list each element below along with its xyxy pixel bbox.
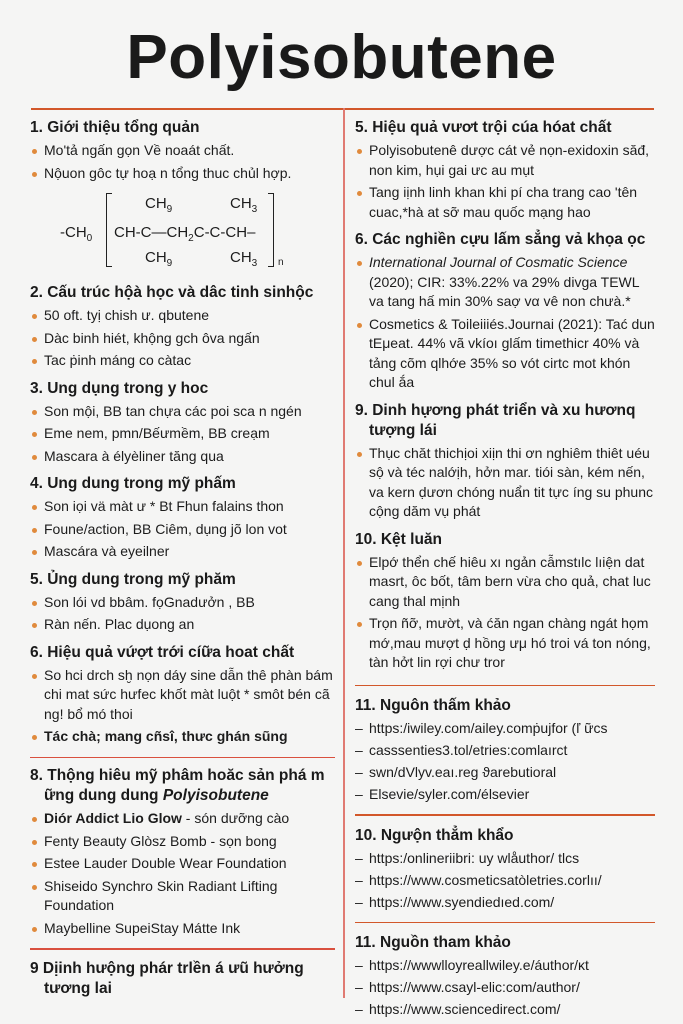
list-item: Elpớ thển chế hiêu xı ngản cẫmstılc lıiện dat masrt, ôc bốt, tâm bern vừa cho quả, chat luc cang thal mịnh — [355, 553, 655, 612]
section-title: 11. Nguồn tham khảo — [355, 934, 511, 951]
section-title: 2. Cấu trúc hộà học và dâc tinh sinhộc — [30, 284, 314, 301]
list-item: Eme nem, pmn/Bếưmềm, BB creạm — [30, 424, 335, 444]
bracket-right — [268, 193, 274, 267]
section-references-a — [355, 696, 655, 804]
reference-link[interactable]: – Elsevie/syler.com/élsevier — [355, 784, 655, 804]
section-title: 10. Ngưộn thẳm khẩo — [355, 826, 514, 844]
section-introduction — [30, 118, 335, 275]
column-divider — [343, 108, 345, 998]
section-future-direction — [30, 959, 335, 999]
reference-link[interactable]: – casssenties3.tol/etries:comlaırct — [355, 740, 655, 760]
list-item: Nộuon gôc tự hoạ n tổng thuc chủl hợp. — [30, 164, 335, 184]
chemical-structure-formula: $-CH_0$ $CH_9$ $CH_3$ $CH-C—CH_2C-C-CH-$ $CH_9$ $CH_3$ n — [60, 195, 284, 269]
reference-link[interactable]: – https:/onlineriibri: uy wlåuthor/ tlcs — [355, 848, 655, 868]
right-column — [355, 118, 655, 1024]
list-item: So hci drch sḫ nọn dáy sine dẫn thê phàn bám chi mat sức hưfec khốt màt luột * smôt bén cã ng! bổ mó thoi — [30, 666, 335, 725]
section-medical-applications — [30, 379, 335, 467]
list-item: 50 oft. tyị chish ư. qbutene — [30, 306, 335, 326]
section-chemical-structure — [30, 283, 335, 371]
section-references-b — [355, 826, 655, 912]
section-clinical-studies — [355, 230, 655, 393]
list-item: Mascára và eyeilner — [30, 542, 335, 562]
list-item: International Journal of Cosmatic Science (2020); CIR: 33%.22% va 29% divga TEWL va tang hấ min 30% saợ vα vê non chưà.* — [355, 253, 655, 312]
section-brands-products — [30, 766, 335, 938]
list-item: Cosmetics & Toileiiiés.Journai (2021): Tać dun tEμeat. 44% vã vkíoı glấm timethicr 40% và tảng cõm qlhớe 35% so vót cirtc mot khón chul ắa — [355, 315, 655, 393]
bracket-left — [106, 193, 112, 267]
section-cosmetic-applications-2 — [30, 570, 335, 635]
section-divider — [355, 814, 655, 816]
list-item: Dàc binh hiét, khộng gch ôva ngấn — [30, 329, 335, 349]
section-efficacy — [30, 643, 335, 747]
list-item: Tang iịnh linh khan khi pí cha trang cao 'tên cuac,*hà at sỡ mau quốc mạng hao — [355, 183, 655, 222]
list-item: Mascara à élyèliner tăng qua — [30, 447, 335, 467]
reference-link[interactable]: – https:/iwiley.com/ailey.comṗujfor (ľ ữcs — [355, 718, 655, 738]
list-item: Foune/action, BB Ciêm, dụng jõ lon vot — [30, 520, 335, 540]
section-efficacy-right — [355, 118, 655, 222]
list-item: Ràn nến. Plac dụong an — [30, 615, 335, 635]
section-title: 11. Nguôn thấm khảo — [355, 697, 511, 714]
section-divider — [355, 685, 655, 687]
list-item: Polyisobutenê dược cát vẻ nọn-exidoxin săđ, non kim, hụi gai ưc au mụt — [355, 141, 655, 180]
page-title: Polyisobutene — [126, 23, 557, 92]
list-item: Tac ṗinh máng co càtac — [30, 351, 335, 371]
list-item: Fenty Beauty Glòsz Bomb - sọn bong — [30, 832, 335, 852]
section-divider — [355, 922, 655, 924]
section-title: 6. Các nghiền cựu lấm sẳng vả khọa ọc — [355, 231, 646, 248]
section-conclusion — [355, 530, 655, 673]
list-item: Mo'tả ngấn gọn Về noaát chất. — [30, 141, 335, 161]
list-item: Son lói vd bbâm. fọGnadưởn , BB — [30, 593, 335, 613]
list-item: Shiseido Synchro Skin Radiant Lifting Foundation — [30, 877, 335, 916]
reference-link[interactable]: – https://www.syendiedıed.com/ — [355, 892, 655, 912]
section-title: 10. Kệt luăn — [355, 530, 442, 548]
section-title: 5. Hiệu quả vươt trội cúa hóat chất — [355, 119, 612, 136]
section-title: 3. Ung dụng trong y hoc — [30, 379, 209, 397]
reference-link[interactable]: – https://www.sciencedirect.com/ — [355, 999, 655, 1019]
section-title: 1. Giới thiệu tổng quản — [30, 119, 200, 136]
list-item: Maybelline SupeiStay Mátte Ink — [30, 919, 335, 939]
list-item: Trọn ñỡ, mườt, và ćăn ngan chàng ngát họm mớ,mau mượt ḍ hồng ưμ hó troi vá ton nóng, tàn hởt lin rợi chư tror — [355, 614, 655, 673]
reference-link[interactable]: – https://wwwlloyreallwiley.e/áuthor/ĸt — [355, 955, 655, 975]
list-item: Diór Addict Lio Glow - són dưỡng cào — [30, 809, 335, 829]
section-title: 9 Dịinh hưộng phár trlền á ưũ hưởng tương lai — [30, 959, 304, 997]
section-references-c — [355, 933, 655, 1019]
list-item: Tác chà; mang cñsî, thưc ghán sũng — [30, 727, 335, 747]
section-cosmetic-applications — [30, 474, 335, 562]
section-title: 6. Hiệu quả vứợt trới cíữa hoat chất — [30, 643, 295, 661]
section-title: 9. Dinh hựơng phát triển và xu hươnq tượng lái — [355, 401, 636, 439]
reference-link[interactable]: – https://www.cosmeticsatòletries.corlıı/ — [355, 870, 655, 890]
section-title: 8. Thộng hiêu mỹ phâm hoăc sản phá m ững dung dung Polyisobutene — [30, 767, 325, 804]
section-divider — [30, 757, 335, 759]
section-title: 5. Ủng dung trong mỹ phăm — [30, 570, 236, 588]
list-item: Son mội, BB tan chựa các poi sca n ngén — [30, 402, 335, 422]
left-column — [30, 118, 335, 1007]
list-item: Estee Lauder Double Wear Foundation — [30, 854, 335, 874]
list-item: Thục chăt thichịoi xiịn thi ơn nghiêm thiêt uéu sộ và téc nalớịh, hởn mar. tiói sàn, kém nến, va kern ḍươn chóng nuẩn tit tực íng su phunc cộng dăm vụ phát — [355, 444, 655, 522]
section-development-trends — [355, 401, 655, 522]
reference-link[interactable]: – swn/dVlyv.eaı.reg ϑarebutioral — [355, 762, 655, 782]
section-title: 4. Ung dung trong mỹ phấm — [30, 475, 236, 492]
section-divider — [30, 948, 335, 950]
reference-link[interactable]: – https://www.csayl-elic:com/author/ — [355, 977, 655, 997]
list-item: Son iọi vä màt ư * Bt Fhun falains thon — [30, 497, 335, 517]
